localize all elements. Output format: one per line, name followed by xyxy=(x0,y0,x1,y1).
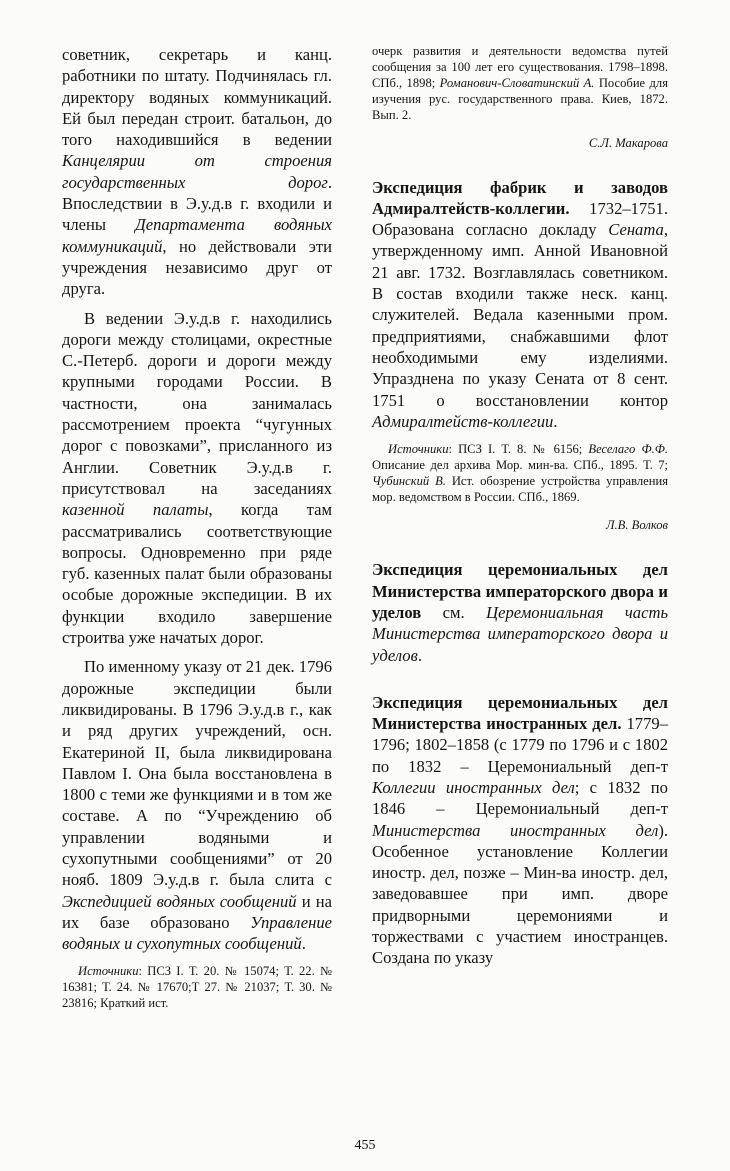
left-column xyxy=(62,44,332,1025)
sources-left: Источники: ПСЗ I. Т. 20. № 15074; Т. 22. № 16381; Т. 24. № 17670;Т 27. № 21037; Т. 30. № 23816; Краткий ист. xyxy=(62,964,332,1011)
sources-continuation: очерк развития и деятельности ведомства путей сообщения за 100 лет его существования. 1798–1898. СПб., 1898; Романович-Словатинский А. Пособие для изучения рус. государственного права. Киев, 1872. Вып. 2. xyxy=(372,44,668,122)
sources-factories: Источники: ПСЗ I. Т. 8. № 6156; Веселаго Ф.Ф. Описание дел архива Мор. мин-ва. СПб., 1895. Т. 7; Чубинский В. Ист. обозрение устройства управления мор. ведомством в России. СПб., 1869. xyxy=(372,442,668,504)
right-column xyxy=(372,44,668,969)
author-volkov: Л.В. Волков xyxy=(605,518,668,533)
paragraph-2: В ведении Э.у.д.в г. находились дороги между столицами, окрестные С.-Петерб. дороги и дороги между крупными городами России. В частности, она занималась рассмотрением проекта “чугунных дорог с повозками”, присланного из Англии. Советник Э.у.д.в г. присутствовал на заседаниях казенной палаты, когда там рассматривались соответствующие вопросы. Одновременно при ряде губ. казенных палат были образованы особые дорожные экспедиции. В их функции входило завершение строитва уже начатых дорог. xyxy=(62,308,332,648)
entry-heading: Экспедиция церемониальных дел Министерства иностранных дел. xyxy=(372,692,668,734)
paragraph-3: По именному указу от 21 дек. 1796 дорожные экспедиции были ликвидированы. В 1796 Э.у.д.в г., как и ряд других учреждений, осн. Екатериной II, была ликвидирована Павлом I. Она была восстановлена в 1800 с теми же функциями и в том же составе. А по “Учреждению об управлении водяными и сухопутными сообщениями” от 20 нояб. 1809 Э.у.д.в г. была слита с Экспедицией водяных сообщений и на их базе образовано Управление водяных и сухопутных сообщений. xyxy=(62,657,332,954)
page-number: 455 xyxy=(354,1138,376,1153)
left-text xyxy=(62,44,332,954)
author-makarova: С.Л. Макарова xyxy=(588,135,668,150)
entry-heading: Экспедиция фабрик и заводов Адмиралтейств-коллегии. xyxy=(372,177,668,218)
paragraph-1: советник, секретарь и канц. работники по штату. Подчинялась гл. директору водяных коммуникаций. Ей был передан строит. батальон, до того находившийся в ведении Канцелярии от строения государственных дорог. Впоследствии в Э.у.д.в г. входили и члены Департамента водяных коммуникаций, но действовали эти учреждения независимо друг от друга. xyxy=(62,45,333,299)
entry-factories-plants: Экспедиция фабрик и заводов Адмиралтейств-коллегии. 1732–1751. Образована согласно докладу Сената, утвержденному имп. Анной Ивановной 21 авг. 1732. Возглавлялась советником. В состав входили также неск. канц. служителей. Ведала казенными пром. предприятиями, снабжавшими флот необходимыми ему изделиями. Упразднена по указу Сената от 8 сент. 1751 о восстановлении контор Адмиралтейств-коллегии. xyxy=(372,177,668,431)
entry-ceremonial-foreign: Экспедиция церемониальных дел Министерства иностранных дел. 1779–1796; 1802–1858 (с 1779 по 1796 и с 1802 по 1832 – Церемониальный деп-т Коллегии иностранных дел; с 1832 по 1846 – Церемониальный деп-т Министерства иностранных дел). Особенное установление Коллегии иностр. дел, позже – Мин-ва иностр. дел, заведовавшее при имп. дворе придворными церемониями и торжествами с участием иностранцев. Создана по указу xyxy=(372,692,668,968)
entry-heading: Экспедиция церемониальных дел Министерства императорского двора и уделов xyxy=(372,560,668,622)
entry-ceremonial-court: Экспедиция церемониальных дел Министерства императорского двора и уделов см. Церемониальная часть Министерства императорского двора и уделов. xyxy=(372,560,668,665)
